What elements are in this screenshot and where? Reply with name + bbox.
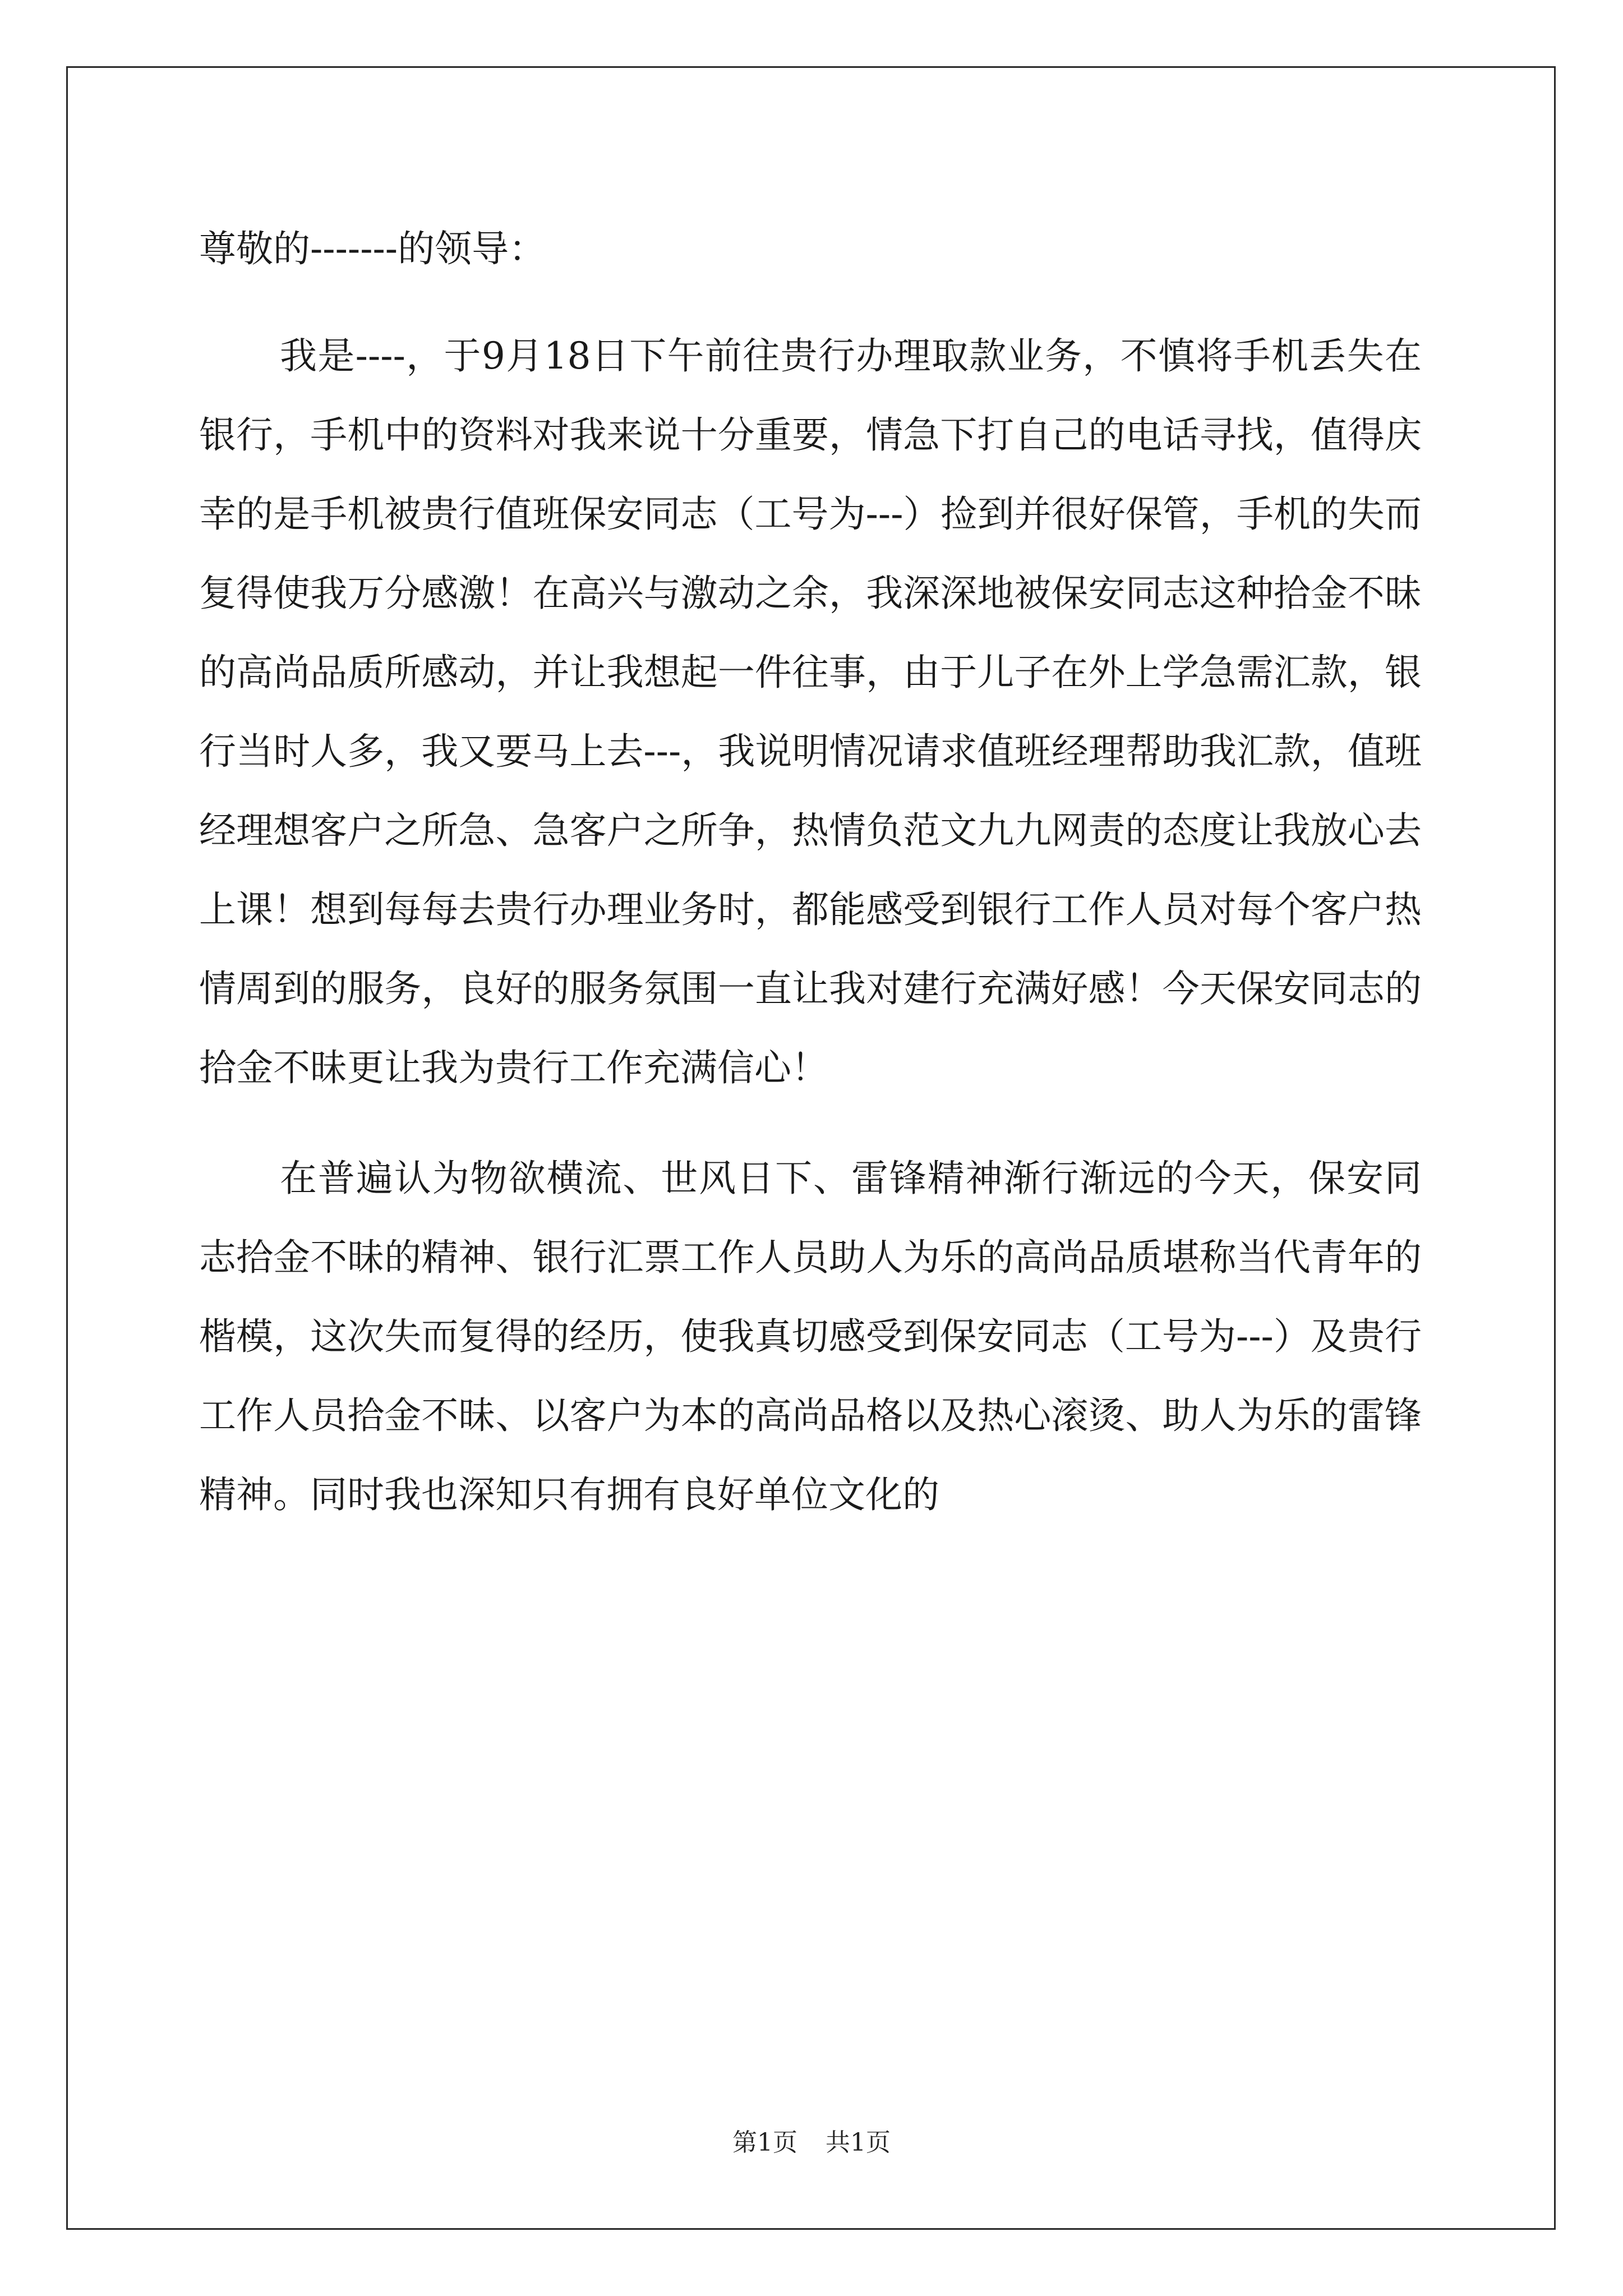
paragraph-text: 我是----，于9月18日下午前往贵行办理取款业务，不慎将手机丢失在银行，手机中的资料对我来说十分重要，情急下打自己的电话寻找，值得庆幸的是手机被贵行值班保安同志（工号为---）捡到并很好保管，手机的失而复得使我万分感激！在高兴与激动之余，我深深地被保安同志这种拾金不昧的高尚品质所感动，并让我想起一件往事，由于儿子在外上学急需汇款，银行当时人多，我又要马上去---，我说明情况请求值班经理帮助我汇款，值班经理想客户之所急、急客户之所争，热情负范文九九网责的态度让我放心去上课！想到每每去贵行办理业务时，都能感受到银行工作人员对每个客户热情周到的服务，良好的服务氛围一直让我对建行充满好感！今天保安同志的拾金不昧更让我为贵行工作充满信心！ [199,334,1422,1089]
page-footer [0,2126,1623,2160]
salutation: 尊敬的-------的领导： [199,227,546,270]
paragraph-1 [199,316,1422,1107]
page-total: 共1页 [826,2128,891,2157]
letter-body [199,213,1422,1566]
paragraph-text: 在普遍认为物欲横流、世风日下、雷锋精神渐行渐远的今天，保安同志拾金不昧的精神、银行汇票工作人员助人为乐的高尚品质堪称当代青年的楷模，这次失而复得的经历，使我真切感受到保安同志（工号为---）及贵行工作人员拾金不昧、以客户为本的高尚品格以及热心滚烫、助人为乐的雷锋精神。同时我也深知只有拥有良好单位文化的 [199,1157,1422,1516]
paragraph-2 [199,1139,1422,1534]
page-number: 第1页 [732,2128,797,2157]
